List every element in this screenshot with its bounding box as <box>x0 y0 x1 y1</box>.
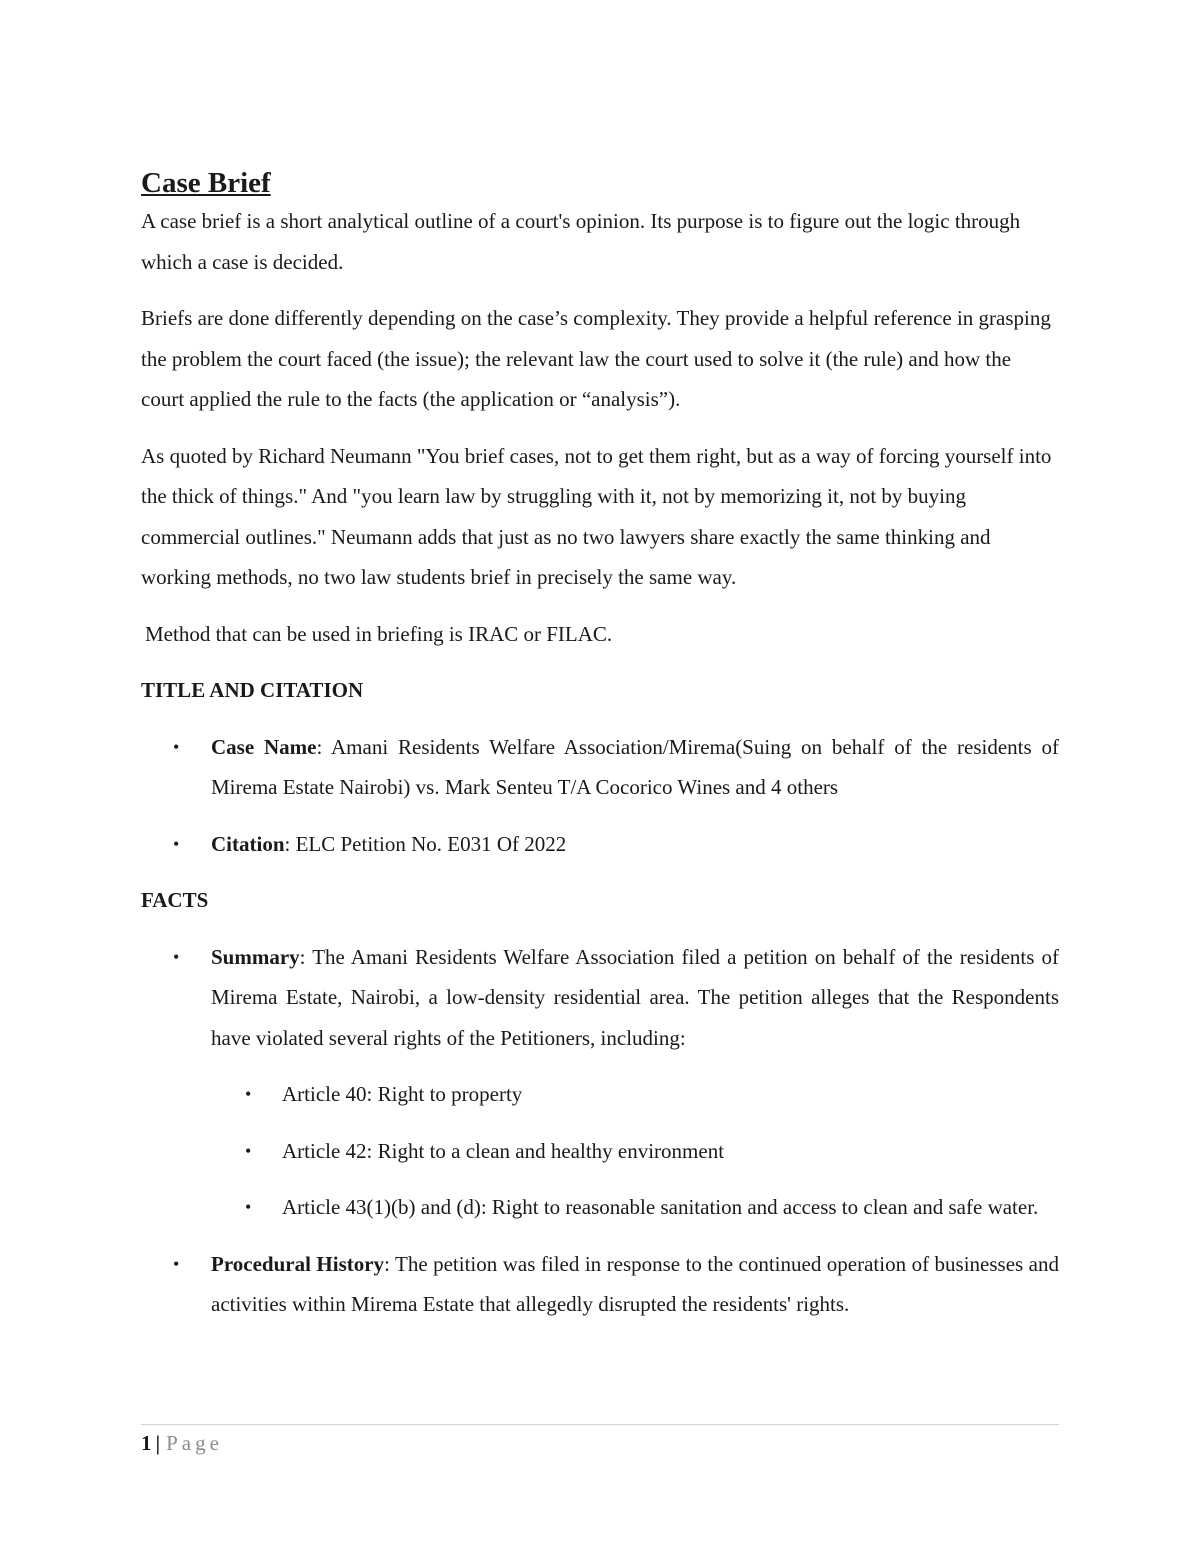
articles-list <box>211 1074 1059 1228</box>
bullet-icon: • <box>173 946 180 967</box>
title-citation-heading: TITLE AND CITATION <box>141 678 364 702</box>
document-page <box>141 165 1059 1341</box>
bullet-icon: • <box>245 1084 252 1104</box>
facts-heading: FACTS <box>141 888 209 912</box>
neumann-quote-paragraph: As quoted by Richard Neumann "You brief cases, not to get them right, but as a way of forcing yourself into the thick of things." And "you learn law by struggling with it, not by memorizing it, not by buying commercial outlines." Neumann adds that just as no two lawyers share exactly the same thinking and working methods, no two law students brief in precisely the same way. <box>141 443 1052 589</box>
summary-text: : The Amani Residents Welfare Association filed a petition on behalf of the residents of Mirema Estate, Nairobi, a low-density residential area. The petition alleges that the Respondents have violated several rights of the Petitioners, including: <box>211 944 1059 1050</box>
article-text: Article 42: Right to a clean and healthy environment <box>282 1138 725 1163</box>
summary-item <box>141 937 1059 1228</box>
method-paragraph: Method that can be used in briefing is IRAC or FILAC. <box>145 621 613 646</box>
page-footer <box>141 1424 1059 1457</box>
bullet-icon: • <box>245 1140 252 1161</box>
article-text: Article 40: Right to property <box>282 1082 523 1106</box>
briefs-paragraph: Briefs are done differently depending on the case’s complexity. They provide a helpful reference in grasping the problem the court faced (the issue); the relevant law the court used to solve it (the rule) and how the court applied the rule to the facts (the application or “analysis”). <box>141 306 1051 411</box>
summary-label: Summary <box>211 944 300 969</box>
bullet-icon: • <box>173 1253 180 1274</box>
article-item <box>211 1131 1059 1172</box>
bullet-icon: • <box>173 736 180 757</box>
case-name-label: Case Name <box>211 734 317 759</box>
intro-paragraph: A case brief is a short analytical outline of a court's opinion. Its purpose is to figure out the logic through which a case is decided. <box>141 209 1021 274</box>
document-title: Case Brief <box>141 167 271 199</box>
case-name-text: : Amani Residents Welfare Association/Mirema(Suing on behalf of the residents of Mirema Estate Nairobi) vs. Mark Senteu T/A Cocorico Wines and 4 others <box>211 734 1060 799</box>
procedural-history-text: : The petition was filed in response to the continued operation of businesses and activities within Mirema Estate that allegedly disrupted the residents' rights. <box>211 1251 1059 1316</box>
case-name-item <box>141 727 1059 808</box>
citation-item <box>141 824 1059 865</box>
bullet-icon: • <box>245 1197 252 1217</box>
citation-label: Citation <box>211 831 285 856</box>
citation-text: : ELC Petition No. E031 Of 2022 <box>284 831 567 856</box>
article-item <box>211 1074 1059 1115</box>
article-text: Article 43(1)(b) and (d): Right to reasonable sanitation and access to clean and safe water. <box>282 1195 1039 1219</box>
page-label: Page <box>166 1431 223 1455</box>
page-number: 1 <box>141 1431 152 1455</box>
facts-list <box>141 937 1059 1325</box>
bullet-icon: • <box>173 833 180 854</box>
procedural-history-label: Procedural History <box>211 1251 385 1276</box>
title-citation-list <box>141 727 1059 865</box>
footer-separator: | <box>155 1431 161 1455</box>
procedural-history-item <box>141 1244 1059 1325</box>
article-item <box>211 1187 1059 1228</box>
